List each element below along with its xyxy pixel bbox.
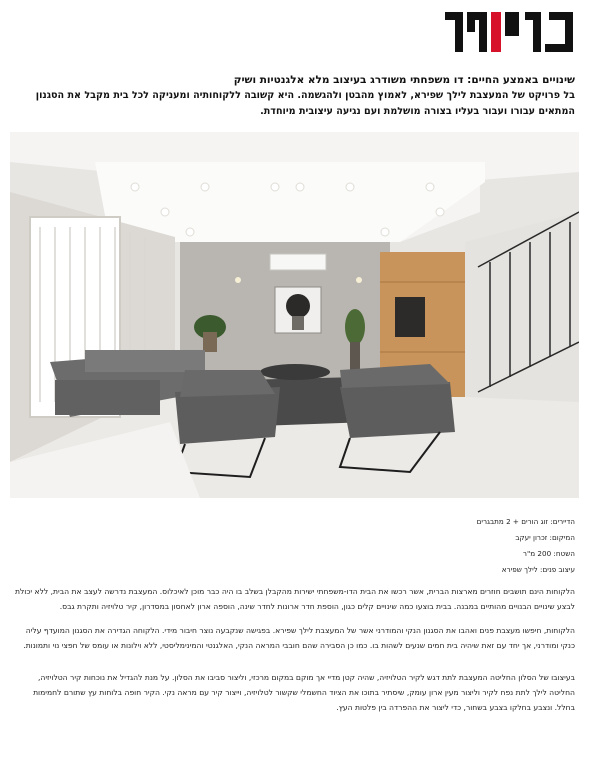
detail-location: המיקום: זכרון יעקב (515, 533, 575, 542)
detail-designer: עיצוב פנים: לילך שפירא (501, 565, 575, 574)
article-lead: בל פרויקט של המעצבת לילך שפירא, לאמוץ מהבטן ולהגשמה. היא קשובה ללקוחותיה ומעניקה לכל בית מקבל את הסגנון המתאים עבורו ועבור בעליו בצורה מושלמת ועם נגיעה עיצובית מיוחדת. (35, 90, 575, 117)
living-room-photo (10, 132, 579, 498)
article-headline: שינויים באמצע החיים: דו משפחתי משודרג בעיצוב מלא אלגנטיות ושיק (233, 74, 575, 86)
magazine-logo (441, 8, 577, 56)
article-header (15, 72, 575, 120)
body-paragraph: הלקוחות, חיפשו מעצבת פנים ואהבו את הסגנון הנקי והמודרני אשר של המעצבת לילך שפירא. בפגישה שנקבעה נוצר חיבור מידי. הלקוחה הגדירה את הסגנון המועדף עליה כנקי ומודרני, אך יחד עם זאת שיהיה בית חמים שנעים לשהות בו. כמו כן הסבירה שהם חובבי המראה הנקי, האלגנטי והמינימליסטי, ללא וילונות או עומס של חפצי נוי ותמונות. (23, 625, 575, 651)
logo-icon (441, 8, 577, 56)
detail-residents: הדיירים: זוג הורים + 2 מתבגרים (476, 517, 575, 526)
detail-area: השטח: 200 מ"ר (522, 549, 575, 558)
body-paragraph: בעיצובו של הסלון החליטה המעצבת לתת דגש לקיר הטלויזיה, שהיה קטן מדיי אך מוקם במקום מרכזי, וליצור סביבו את הסלון. על מנת להגדיל את נוכחות קיר הטלויזיה, החליטה לילך לתת נפח לקיר וליצור מעין ארון עומק, שיסתיר בתוכו את הציוד החשמלי שקשור לטלויזיה, וייצור קיר עם מראה נקי. הקיר חופה בלוחות עץ שתורם לחמימות בחלל. ונצבע בחלקו בצבע בשחור, כדי ליצור את ההפרדה בין פלטות העץ. (33, 672, 575, 713)
article-body (15, 584, 575, 716)
project-details (275, 514, 575, 578)
body-paragraph: הלקוחות הינם תושבים חוזרים מארצות הברית, אשר רכשו את הבית הדו-משפחתי ישירות מהקבלן בשלב בו היה כבר מוכן לאיכלוס. המעצבת נדרשה לעצב את הבית, ללא יכולת לבצע שינויים הבנויים מהותיים במבנה. בבית בוצעו כמה שינויים קלים כגון, הוספת חדר ארונות לחדר שינה, הוספה ארון לאחסון במסדרון, קיר טלויזיה ותקרת גבס. (14, 587, 575, 612)
